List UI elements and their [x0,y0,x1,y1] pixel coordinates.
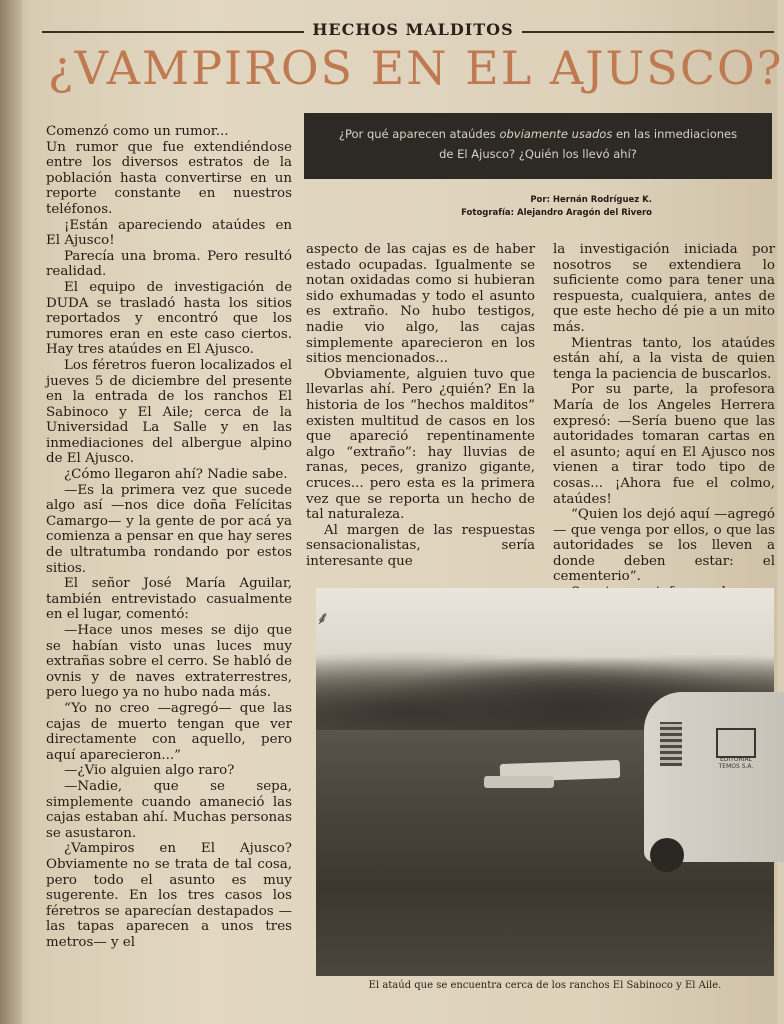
dek-line-1 [304,124,772,144]
van-shape [644,692,784,862]
paragraph: Mientras tanto, los ataúdes están ahí, a la vista de quien tenga la paciencia de buscarlos. [553,335,775,382]
van-vent [660,722,682,766]
photo-caption: El ataúd que se encuentra cerca de los ranchos El Sabinoco y El Aile. [368,980,722,991]
paragraph: ¿Cómo llegaron ahí? Nadie sabe. [64,467,288,483]
paragraph: la investigación iniciada por nosotros se extendiera lo suficiente como para tener una respuesta, cualquiera, antes de que este hecho dé pie a un mito más. [553,242,775,335]
author-credit: Por: Hernán Rodríguez K. [530,195,652,205]
section-rule-right [522,31,774,33]
paragraph: Por su parte, la profesora María de los Angeles Herrera expresó: —Sería bueno que las autoridades tomaran cartas en el asunto; aquí en El Ajusco nos vienen a tirar todo tipo de cosas... ¡Ahora fue el colmo, ataúdes! [553,382,775,507]
paragraph: Al margen de las respuestas sensacionalistas, sería interesante que [306,522,535,569]
paragraph: “Yo no creo —agregó— que las cajas de muerto tengan que ver directamente con aquello, pero aquí aparecieron...” [46,700,292,763]
paragraph: ¡Están apareciendo ataúdes en El Ajusco! [46,217,292,249]
paragraph: ¿Vampiros en El Ajusco? Obviamente no se trata de tal cosa, pero todo el asunto es muy sugerente. En los tres casos los féretros se aparecían destapados —las tapas aparecen a unos tres metros— y el [46,841,292,950]
paragraph: aspecto de las cajas es de haber estado ocupadas. Igualmente se notan oxidadas como si hubieran sido exhumadas y todo el asunto es extraño. No hubo testigos, nadie vio algo, las cajas simplemente aparecieron en los sitios mencionados... [306,242,535,367]
photo-credit: Fotografía: Alejandro Aragón del Rivero [461,208,652,218]
paragraph: El equipo de investigación de DUDA se trasladó hasta los sitios reportados y encontró que los rumores eran en este caso ciertos. Hay tres ataúdes en El Ajusco. [46,279,292,358]
paragraph: Los féretros fueron localizados el jueves 5 de diciembre del presente en la entrada de los ranchos El Sabinoco y El Aile; cerca de la Universidad La Salle y en las inmediaciones del albergue alpino de El Ajusco. [46,357,292,467]
coffin-lid-shape [484,776,554,788]
section-title: HECHOS MALDITOS [312,20,514,39]
paragraph: —¿Vio alguien algo raro? [64,763,235,779]
dek-text-1: ¿Por qué aparecen ataúdes [338,127,500,141]
article-headline: ¿VAMPIROS EN EL AJUSCO? [48,41,784,95]
paragraph: Parecía una broma. Pero resultó realidad. [46,248,292,280]
paragraph: Obviamente, alguien tuvo que llevarlas ahí. Pero ¿quién? En la historia de los “hechos malditos” existen multitud de casos en los que apareció repentinamente algo “extraño”: hay lluvias de ranas, peces, granizo gigante, cruces... pero esta es la primera vez que se reporta un hecho de tal naturaleza. [306,366,535,523]
dek-text-2: en las inmediaciones [612,127,738,141]
column-1 [46,124,292,1004]
branch-icon: ⸙ [316,608,330,629]
paragraph: —Nadie, que se sepa, simplemente cuando amaneció las cajas estaban ahí. Muchas personas se asustaron. [46,778,292,841]
credits [420,194,652,220]
section-rule-left [42,31,304,33]
paragraph: —Es la primera vez que sucede algo así —nos dice doña Felícitas Camargo— y la gente de por acá ya comienza a pensar en que hay seres de ultratumba rondando por estos sitios. [46,482,292,576]
page-spine-shadow [0,0,22,1024]
van-text: EDITORIAL TEMOS S.A. [718,756,754,770]
van-wheel [650,838,684,872]
paragraph: —Hace unos meses se dijo que se habían visto unas luces muy extrañas sobre el cerro. Se habló de ovnis y de naves extraterrestres, pero luego ya no hubo nada más. [46,623,292,701]
paragraph: “Quien los dejó aquí —agregó— que venga por ellos, o que las autoridades se los lleven a donde deben estar: el cementerio”. [553,507,775,585]
article-dek [304,113,772,179]
column-2 [306,242,535,580]
paragraph: Comenzó como un rumor... [46,124,229,139]
dek-emphasis: obviamente usados [499,127,613,141]
article-photo [316,588,774,976]
paragraph: Un rumor que fue extendiéndose entre los diversos estratos de la población hasta convertirse en un reporte constante en nuestros teléfonos. [46,139,292,217]
paragraph: El señor José María Aguilar, también entrevistado casualmente en el lugar, comentó: [46,576,292,623]
dek-line-2: de El Ajusco? ¿Quién los llevó ahí? [439,147,637,161]
column-3 [553,242,775,585]
van-logo-icon [716,728,756,758]
